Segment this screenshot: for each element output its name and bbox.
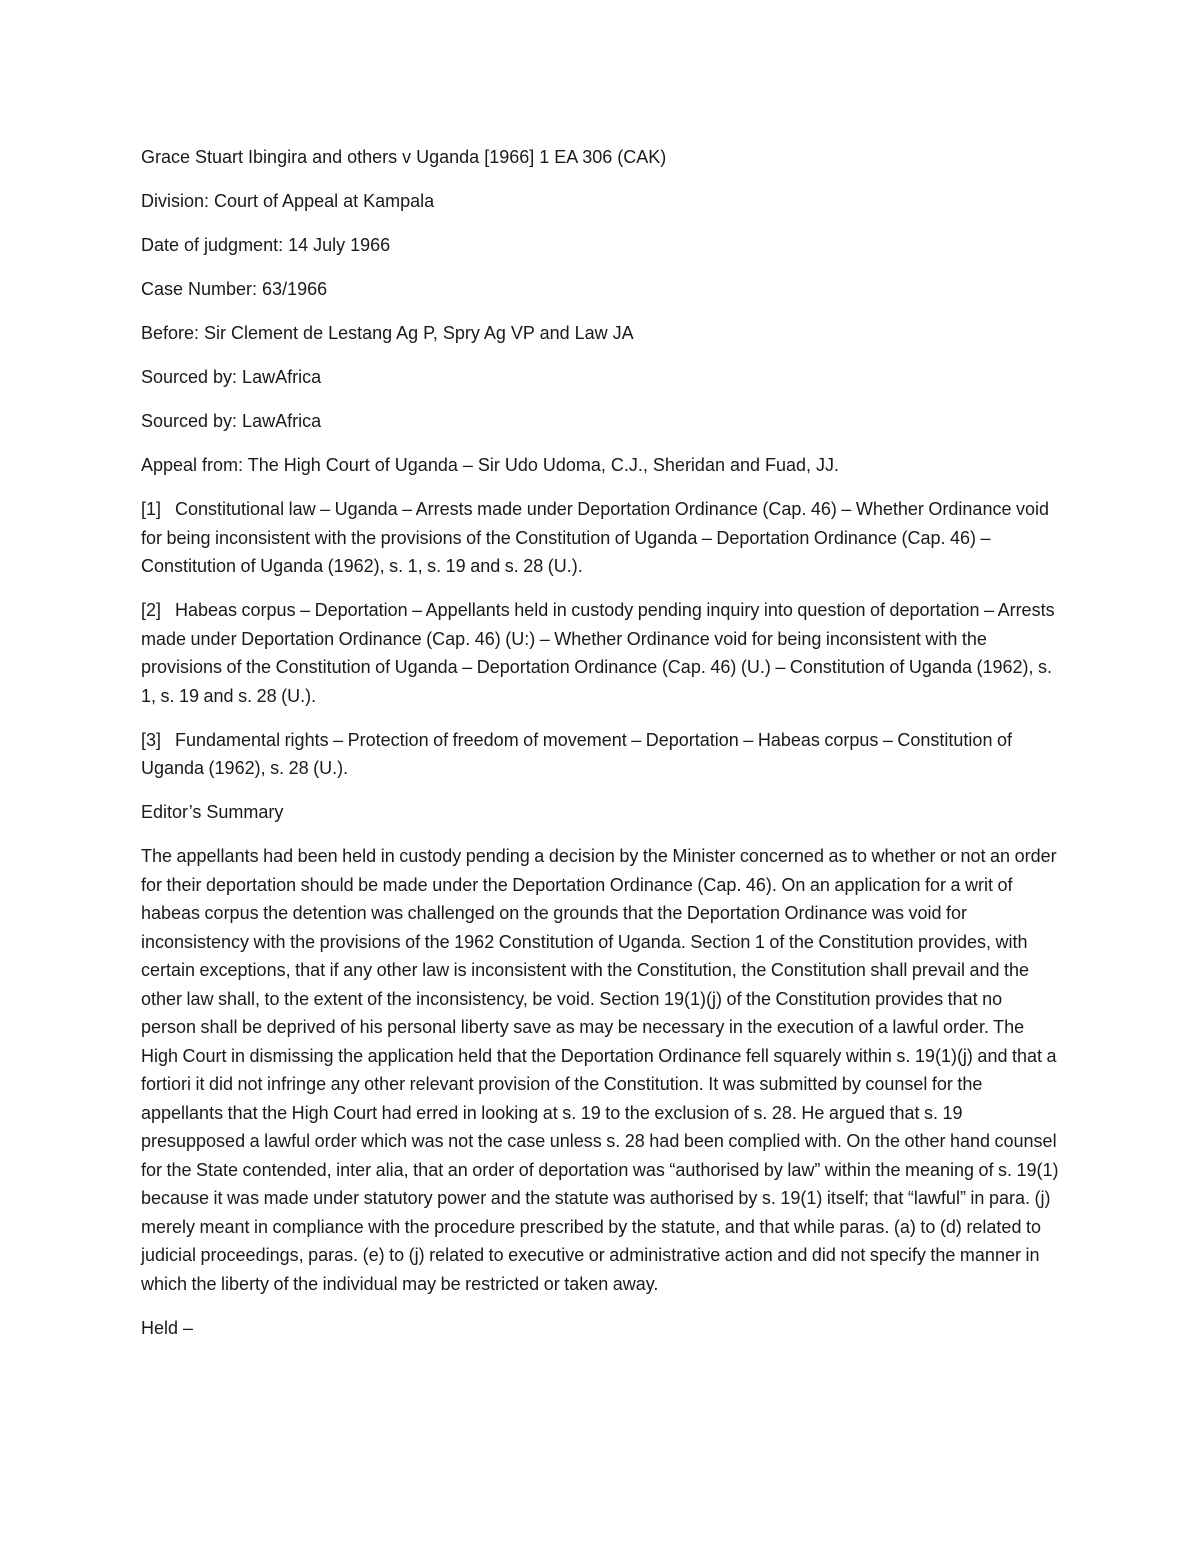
sourced-by-line: Sourced by: LawAfrica — [141, 411, 322, 431]
summary-body: The appellants had been held in custody pending a decision by the Minister concerned as to whether or not an order for their deportation should be made under the Deportation Ordinance (Cap. 46). On an application for a writ of habeas corpus the detention was challenged on the grounds that the Deportation Ordinance was void for inconsistency with the provisions of the 1962 Constitution of Uganda. Section 1 of the Constitution provides, with certain exceptions, that if any other law is inconsistent with the Constitution, the Constitution shall prevail and the other law shall, to the extent of the inconsistency, be void. Section 19(1)(j) of the Constitution provides that no person shall be deprived of his personal liberty save as may be necessary in the execution of a lawful order. The High Court in dismissing the application held that the Deportation Ordinance fell squarely within s. 19(1)(j) and that a fortiori it did not infringe any other relevant provision of the Constitution. It was submitted by counsel for the appellants that the High Court had erred in looking at s. 19 to the exclusion of s. 28. He argued that s. 19 presupposed a lawful order which was not the case unless s. 28 had been complied with. On the other hand counsel for the State contended, inter alia, that an order of deportation was “authorised by law” within the meaning of s. 19(1) because it was made under statutory power and the statute was authorised by s. 19(1) itself; that “lawful” in para. (j) merely meant in compliance with the procedure prescribed by the statute, and that while paras. (a) to (d) related to judicial proceedings, paras. (e) to (j) related to executive or administrative action and did not specify the manner in which the liberty of the individual may be restricted or taken away. — [141, 846, 1059, 1294]
appeal-from-line: Appeal from: The High Court of Uganda – Sir Udo Udoma, C.J., Sheridan and Fuad, JJ. — [141, 455, 840, 475]
judgment-date-line: Date of judgment: 14 July 1966 — [141, 235, 391, 255]
keyword-number: [1] — [141, 499, 162, 519]
held-heading: Held – — [141, 1317, 194, 1338]
summary-heading: Editor’s Summary — [141, 802, 284, 822]
keyword-number: [3] — [141, 729, 162, 750]
keyword-paragraph — [141, 726, 1061, 783]
case-title: Grace Stuart Ibingira and others v Uganda [1966] 1 EA 306 (CAK) — [141, 147, 667, 167]
before-line: Before: Sir Clement de Lestang Ag P, Spry Ag VP and Law JA — [141, 323, 634, 343]
sourced-by-line: Sourced by: LawAfrica — [141, 367, 322, 387]
keyword-paragraph — [141, 596, 1061, 710]
keyword-text: Constitutional law – Uganda – Arrests made under Deportation Ordinance (Cap. 46) – Whether Ordinance void for being inconsistent with the provisions of the Constitution of Uganda – Deportation Ordinance (Cap. 46) – Constitution of Uganda (1962), s. 1, s. 19 and s. 28 (U.). — [141, 499, 1049, 576]
keyword-text: Fundamental rights – Protection of freedom of movement – Deportation – Habeas corpus – Constitution of Uganda (1962), s. 28 (U.). — [141, 729, 1012, 778]
keyword-text: Habeas corpus – Deportation – Appellants held in custody pending inquiry into question of deportation – Arrests made under Deportation Ordinance (Cap. 46) (U:) – Whether Ordinance void for being inconsistent with the provisions of the Constitution of Uganda – Deportation Ordinance (Cap. 46) (U.) – Constitution of Uganda (1962), s. 1, s. 19 and s. 28 (U.). — [141, 600, 1055, 706]
division-line: Division: Court of Appeal at Kampala — [141, 191, 435, 211]
case-number-line: Case Number: 63/1966 — [141, 279, 328, 299]
keyword-paragraph — [141, 495, 1061, 581]
keyword-number: [2] — [141, 600, 162, 620]
document-page — [141, 143, 1061, 1358]
